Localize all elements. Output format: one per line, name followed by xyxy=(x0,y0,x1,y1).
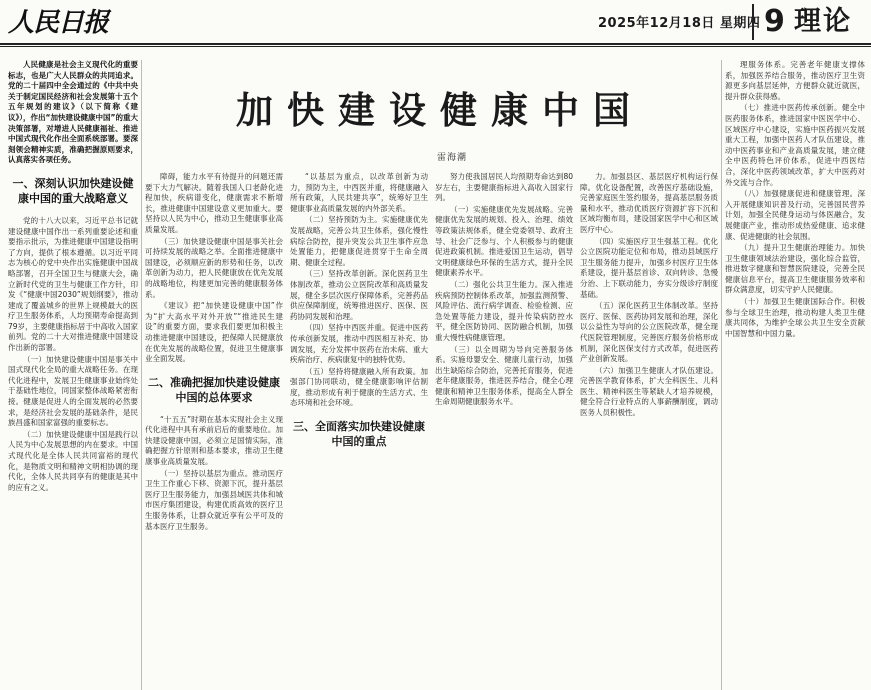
paragraph: 力。加强县区、基层医疗机构运行保障。优化设备配置，改善医疗基础设施，完善家庭医生签约服务，提高基层服务质量和水平，推动优质医疗资源扩容下沉和区域均衡布局，建设国家医学中心和区域医疗中心。 xyxy=(580,172,718,234)
paragraph: （一）加快建设健康中国是事关中国式现代化全局的重大战略任务。在现代化进程中，发展卫生健康事业始终处于基础性地位，同国家整体战略紧密衔接。健康是促进人的全面发展的必然要求，是经济社会发展的基础条件，是民族昌盛和国家富强的重要标志。 xyxy=(8,354,138,428)
paragraph: （七）推进中医药传承创新。健全中医药服务体系，推进国家中医医学中心、区域医疗中心建设，实施中医药振兴发展重大工程，加强中医药人才队伍建设，推动中医药事业和产业高质量发展，建立健全中医药特色评价体系，促进中西医结合，深化中医药领域改革，扩大中医药对外交流与合作。 xyxy=(725,103,865,187)
article-column-3 xyxy=(290,172,428,690)
article-byline: 雷海潮 xyxy=(436,153,467,163)
masthead xyxy=(0,0,871,44)
paragraph: （二）强化公共卫生能力。深入推进疾病预防控制体系改革，加强监测预警、风险评估、流行病学调查、检验检测、应急处置等能力建设，提升传染病防控水平，健全医防协同、医防融合机制，加强重大慢性病健康管理。 xyxy=(435,279,573,342)
paragraph: （一）坚持以基层为重点。推动医疗卫生工作重心下移、资源下沉，提升基层医疗卫生服务能力，加强县域医共体和城市医疗集团建设，构建优质高效的医疗卫生服务体系，让群众就近享有公平可及的基本医疗卫生服务。 xyxy=(145,468,283,531)
column-divider xyxy=(141,60,142,690)
paragraph: （三）以全周期为导向完善服务体系。实施母婴安全、健康儿童行动，加强出生缺陷综合防治，完善托育服务，促进老年健康服务，推进医养结合，健全心理健康和精神卫生服务体系，提高全人群全生命周期健康服务水平。 xyxy=(435,344,573,407)
article-column-2 xyxy=(145,172,283,690)
page-label xyxy=(752,4,871,40)
paragraph: （十）加强卫生健康国际合作。积极参与全球卫生治理，推动构建人类卫生健康共同体，为维护全球公共卫生安全贡献中国智慧和中国力量。 xyxy=(725,297,865,338)
issue-date: 2025年12月18日 星期四 xyxy=(598,16,761,31)
newspaper-logo: 人民日报 xyxy=(8,8,109,38)
article-column-4 xyxy=(435,172,573,690)
section-name: 理论 xyxy=(794,6,852,37)
paragraph: “以基层为重点，以改革创新为动力，预防为主，中西医并重，将健康融入所有政策，人民共建共享”，统筹好卫生健康事业高质量发展的内外部关系。 xyxy=(290,172,428,213)
paragraph: （三）加快建设健康中国是事关社会可持续发展的战略之举。全面推进健康中国建设，必须顺应新的形势和任务，以改革创新为动力，把人民健康放在优先发展的战略地位，构建更加完善的健康服务体系。 xyxy=(145,236,283,299)
section-heading-3: 三、全面落实加快建设健康中国的重点 xyxy=(293,420,425,449)
paragraph: 党的十八大以来，习近平总书记就建设健康中国作出一系列重要论述和重要指示批示，为推进健康中国建设指明了方向，提供了根本遵循。以习近平同志为核心的党中央作出实施健康中国战略部署，召开全国卫生与健康大会，确立新时代党的卫生与健康工作方针，印发《“健康中国2030”规划纲要》，推动建成了覆盖城乡的世界上规模最大的医疗卫生服务体系，人均预期寿命提高到79岁，主要健康指标居于中高收入国家前列。党的二十大对推进健康中国建设作出新的部署。 xyxy=(8,215,138,353)
paragraph: （五）深化医药卫生体制改革。坚持医疗、医保、医药协同发展和治理，深化以公益性为导向的公立医院改革，健全现代医院管理制度，完善医疗服务价格形成机制，深化医保支付方式改革，促进医药产业创新发展。 xyxy=(580,301,718,364)
masthead-rule xyxy=(0,43,871,45)
paragraph: （五）坚持将健康融入所有政策。加强部门协同联动，健全健康影响评估制度，推动形成有利于健康的生活方式、生态环境和社会环境。 xyxy=(290,366,428,408)
page-number: 9 xyxy=(764,4,785,39)
paragraph: 努力使我国居民人均预期寿命达到80岁左右，主要健康指标进入高收入国家行列。 xyxy=(435,172,573,203)
paragraph: （四）坚持中西医并重。促进中医药传承创新发展，推动中西医相互补充、协调发展，充分发挥中医药在治未病、重大疾病治疗、疾病康复中的独特优势。 xyxy=(290,323,428,365)
column-divider xyxy=(721,60,722,690)
article-column-1 xyxy=(8,60,138,690)
section-heading-1: 一、深刻认识加快建设健康中国的重大战略意义 xyxy=(12,176,134,205)
article-column-6 xyxy=(725,60,865,690)
article-title: 加快建设健康中国 xyxy=(236,88,644,132)
paragraph: （四）实施医疗卫生强基工程。优化公立医院功能定位和布局，推动县域医疗卫生服务能力提升，加强乡村医疗卫生体系建设，提升基层首诊、双向转诊、急慢分治、上下联动能力，夯实分级诊疗制度基础。 xyxy=(580,236,718,299)
paragraph: “十五五”时期在基本实现社会主义现代化进程中具有承前启后的重要地位。加快建设健康中国，必须立足国情实际，准确把握方针原则和基本要求，推动卫生健康事业高质量发展。 xyxy=(145,414,283,467)
paragraph: （二）坚持预防为主。实施健康优先发展战略，完善公共卫生体系，强化慢性病综合防控，提升突发公共卫生事件应急处置能力，把健康促进贯穿于生命全周期、健康全过程。 xyxy=(290,215,428,267)
article-lead: 人民健康是社会主义现代化的重要标志，也是广大人民群众的共同追求。党的二十届四中全会通过的《中共中央关于制定国民经济和社会发展第十五个五年规划的建议》（以下简称《建议》），作出“加快建设健康中国”的重大决策部署，对增进人民健康福祉、推进中国式现代化作出全面系统部署。要深刻领会精神实质，准确把握原则要求，认真落实各项任务。 xyxy=(8,60,138,165)
article-column-5 xyxy=(580,172,718,690)
paragraph: （九）提升卫生健康治理能力。加快卫生健康领域法治建设，强化综合监管，推进数字健康和智慧医院建设，完善全民健康信息平台，提高卫生健康服务效率和群众满意度，切实守护人民健康。 xyxy=(725,243,865,295)
section-heading-2: 二、准确把握加快建设健康中国的总体要求 xyxy=(148,375,280,404)
paragraph: （八）加强健康促进和健康管理。深入开展健康知识普及行动，完善国民营养计划，加强全民健身运动与体医融合，发展健康产业，推动形成热爱健康、追求健康、促进健康的社会氛围。 xyxy=(725,189,865,241)
paragraph: （六）加强卫生健康人才队伍建设。完善医学教育体系，扩大全科医生、儿科医生、精神科医生等紧缺人才培养规模，健全符合行业特点的人事薪酬制度，调动医务人员积极性。 xyxy=(580,365,718,418)
paragraph: （三）坚持改革创新。深化医药卫生体制改革，推动公立医院改革和高质量发展，健全多层次医疗保障体系，完善药品供应保障制度，统筹推进医疗、医保、医药协同发展和治理。 xyxy=(290,269,428,321)
paragraph: （二）加快建设健康中国是践行以人民为中心发展思想的内在要求。中国式现代化是全体人民共同富裕的现代化，是物质文明和精神文明相协调的现代化，全体人民共同享有的健康是其中的应有之义。 xyxy=(8,429,138,492)
masthead-rule-thin xyxy=(0,46,871,47)
paragraph: 理服务体系。完善老年健康支撑体系，加强医养结合服务，推动医疗卫生资源更多向基层延伸，方便群众就近就医，提升群众获得感。 xyxy=(725,60,865,101)
paragraph: 障碍，能力水平有待提升的问题还需要下大力气解决。随着我国人口老龄化进程加快，疾病谱变化，健康需求不断增长，推进健康中国建设意义更加重大。要坚持以人民为中心，推动卫生健康事业高质量发展。 xyxy=(145,172,283,234)
paragraph: 《建议》把“加快建设健康中国”作为“扩大高水平对外开放”“推进民生建设”的重要方面，要求我们要更加积极主动推进健康中国建设，把保障人民健康放在优先发展的战略位置，促进卫生健康事业全面发展。 xyxy=(145,301,283,364)
paragraph: （一）实施健康优先发展战略。完善健康优先发展的规划、投入、治理、绩效等政策法规体系，健全党委领导、政府主导、社会广泛参与、个人积极参与的健康促进政策机制。推进爱国卫生运动，倡导文明健康绿色环保的生活方式，提升全民健康素养水平。 xyxy=(435,204,573,278)
